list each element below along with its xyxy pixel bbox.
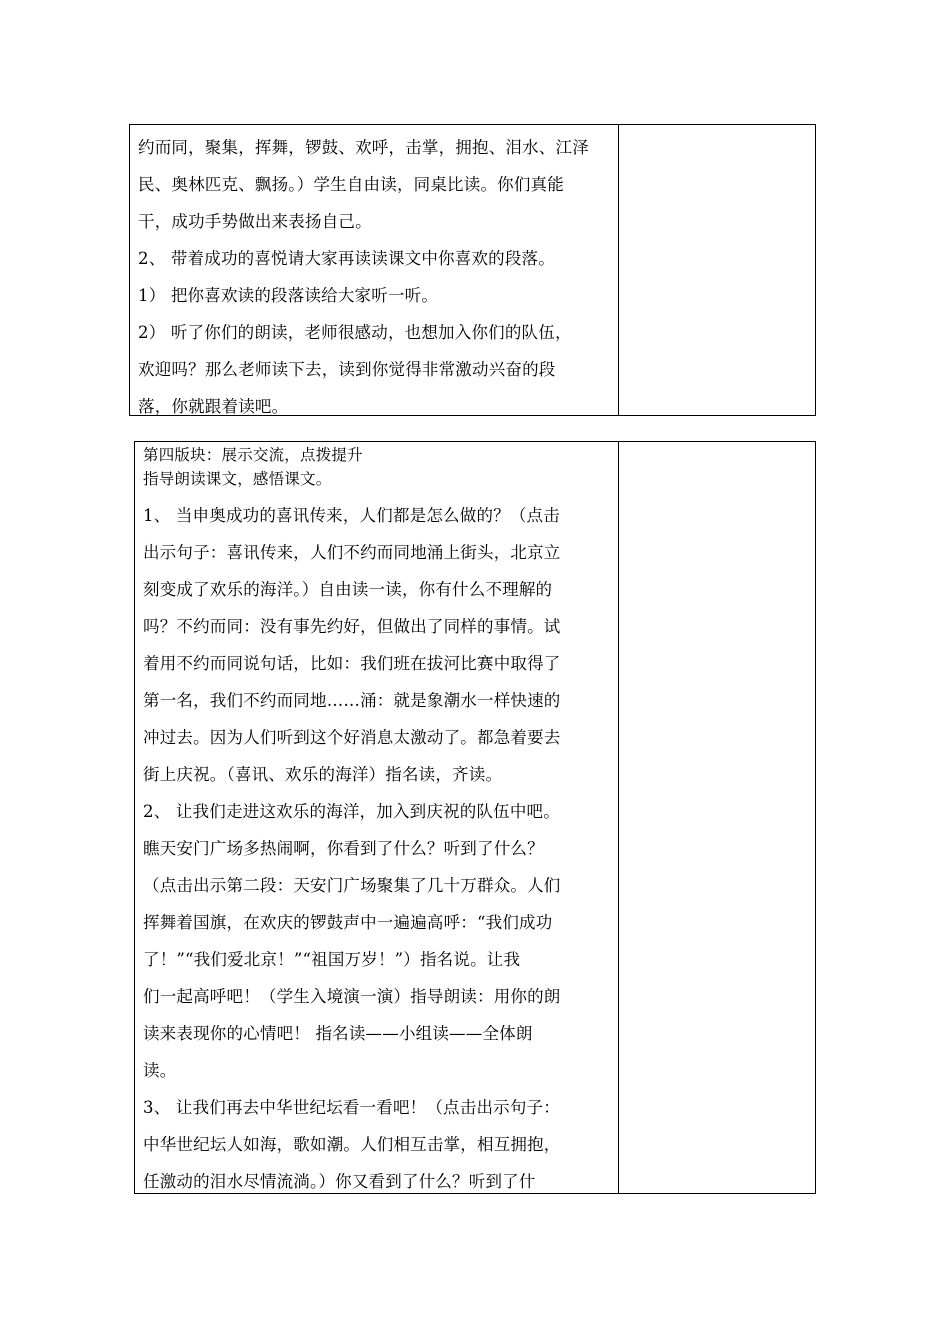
notes-cell	[619, 125, 815, 415]
text-line: 了！”“我们爱北京！”“祖国万岁！”）指名说。让我	[143, 950, 521, 969]
text-line: 出示句子：喜讯传来，人们不约而同地涌上街头，北京立	[143, 543, 561, 562]
text-line: 落，你就跟着读吧。	[138, 397, 289, 415]
text-line: 欢迎吗？那么老师读下去，读到你觉得非常激动兴奋的段	[138, 360, 556, 379]
text-line: 1） 把你喜欢读的段落读给大家听一听。	[138, 286, 439, 305]
text-line: 3、 让我们再去中华世纪坛看一看吧！（点击出示句子：	[143, 1098, 560, 1117]
text-line: 读。	[143, 1061, 177, 1080]
text-line: 们一起高呼吧！（学生入境演一演）指导朗读：用你的朗	[143, 987, 561, 1006]
lesson-table-section-four	[134, 441, 816, 1194]
text-line: 街上庆祝。（喜讯、欢乐的海洋）指名读，齐读。	[143, 765, 503, 784]
text-line: 瞧天安门广场多热闹啊，你看到了什么？听到了什么？	[143, 839, 544, 858]
text-line: 干，成功手势做出来表扬自己。	[138, 212, 372, 231]
text-line: 第一名，我们不约而同地……涌：就是象潮水一样快速的	[143, 691, 561, 710]
text-line: 2、 让我们走进这欢乐的海洋，加入到庆祝的队伍中吧。	[143, 802, 560, 821]
text-line: 挥舞着国旗，在欢庆的锣鼓声中一遍遍高呼：“我们成功	[143, 913, 553, 932]
text-line: 1、 当申奥成功的喜讯传来，人们都是怎么做的？（点击	[143, 506, 560, 525]
lesson-content-cell	[135, 442, 619, 1193]
section-heading: 第四版块：展示交流，点拨提升	[143, 446, 363, 464]
text-line: （点击出示第二段：天安门广场聚集了几十万群众。人们	[143, 876, 561, 895]
text-line: 任激动的泪水尽情流淌。）你又看到了什么？听到了什	[143, 1172, 536, 1191]
text-line: 读来表现你的心情吧！ 指名读——小组读——全体朗	[143, 1024, 533, 1043]
text-line: 吗？不约而同：没有事先约好，但做出了同样的事情。试	[143, 617, 561, 636]
text-line: 2） 听了你们的朗读，老师很感动，也想加入你们的队伍，	[138, 323, 572, 342]
text-line: 约而同，聚集，挥舞，锣鼓、欢呼，击掌，拥抱、泪水、江泽	[138, 138, 589, 157]
notes-cell	[619, 442, 815, 1193]
lesson-content-cell	[130, 125, 619, 415]
text-line: 民、奥林匹克、飘扬。）学生自由读，同桌比读。你们真能	[138, 175, 564, 194]
text-line: 刻变成了欢乐的海洋。）自由读一读，你有什么不理解的	[143, 580, 553, 599]
text-line: 中华世纪坛人如海，歌如潮。人们相互击掌，相互拥抱，	[143, 1135, 561, 1154]
text-line: 冲过去。因为人们听到这个好消息太激动了。都急着要去	[143, 728, 561, 747]
lesson-table-continued	[129, 124, 816, 416]
text-line: 2、 带着成功的喜悦请大家再读读课文中你喜欢的段落。	[138, 249, 555, 268]
section-subheading: 指导朗读课文，感悟课文。	[143, 470, 332, 488]
text-line: 着用不约而同说句话，比如：我们班在拔河比赛中取得了	[143, 654, 561, 673]
